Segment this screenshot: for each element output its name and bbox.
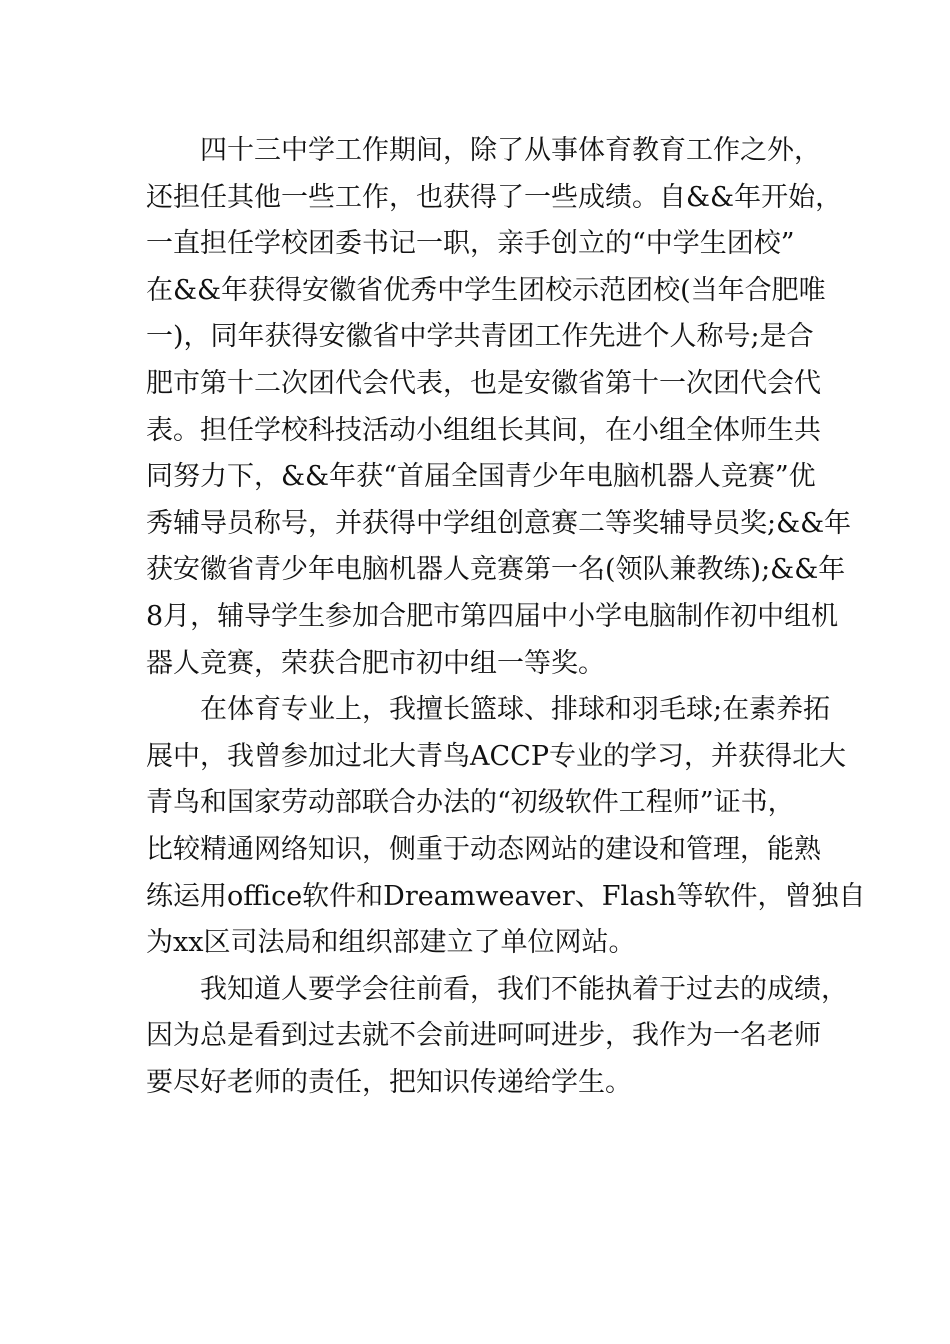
text-line: 要尽好老师的责任，把知识传递给学生。 xyxy=(146,1066,632,1098)
paragraph-achievements xyxy=(146,128,852,687)
text-line: 一直担任学校团委书记一职，亲手创立的“中学生团校” xyxy=(146,228,795,260)
text-line: 8月，辅导学生参加合肥市第四届中小学电脑制作初中组机 xyxy=(146,600,839,632)
paragraph-skills xyxy=(146,687,866,967)
text-line: 表。担任学校科技活动小组组长其间，在小组全体师生共 xyxy=(146,414,821,446)
text-line: 肥市第十二次团代会代表，也是安徽省第十一次团代会代 xyxy=(146,367,821,399)
text-line: 一)，同年获得安徽省中学共青团工作先进个人称号;是合 xyxy=(146,321,814,353)
paragraph-conclusion xyxy=(146,967,848,1107)
text-line: 展中，我曾参加过北大青鸟ACCP专业的学习，并获得北大 xyxy=(146,740,846,772)
text-line: 为xx区司法局和组织部建立了单位网站。 xyxy=(146,927,636,959)
text-line: 因为总是看到过去就不会前进呵呵进步，我作为一名老师 xyxy=(146,1020,821,1052)
text-line: 我知道人要学会往前看，我们不能执着于过去的成绩， xyxy=(200,973,848,1005)
text-line: 器人竞赛，荣获合肥市初中组一等奖。 xyxy=(146,647,605,679)
text-line: 同努力下，&&年获“首届全国青少年电脑机器人竞赛”优 xyxy=(146,461,816,493)
text-line: 还担任其他一些工作，也获得了一些成绩。自&&年开始， xyxy=(146,181,843,213)
text-line: 练运用office软件和Dreamweaver、Flash等软件，曾独自 xyxy=(146,880,866,912)
text-line: 比较精通网络知识，侧重于动态网站的建设和管理，能熟 xyxy=(146,833,821,865)
text-line: 秀辅导员称号，并获得中学组创意赛二等奖辅导员奖;&&年 xyxy=(146,507,852,539)
text-line: 在体育专业上，我擅长篮球、排球和羽毛球;在素养拓 xyxy=(200,694,831,726)
text-line: 青鸟和国家劳动部联合办法的“初级软件工程师”证书， xyxy=(146,787,795,819)
text-line: 四十三中学工作期间，除了从事体育教育工作之外， xyxy=(200,135,821,166)
text-line: 在&&年获得安徽省优秀中学生团校示范团校(当年合肥唯 xyxy=(146,274,826,306)
text-line: 获安徽省青少年电脑机器人竞赛第一名(领队兼教练);&&年 xyxy=(146,554,846,586)
document-body xyxy=(146,128,866,1106)
